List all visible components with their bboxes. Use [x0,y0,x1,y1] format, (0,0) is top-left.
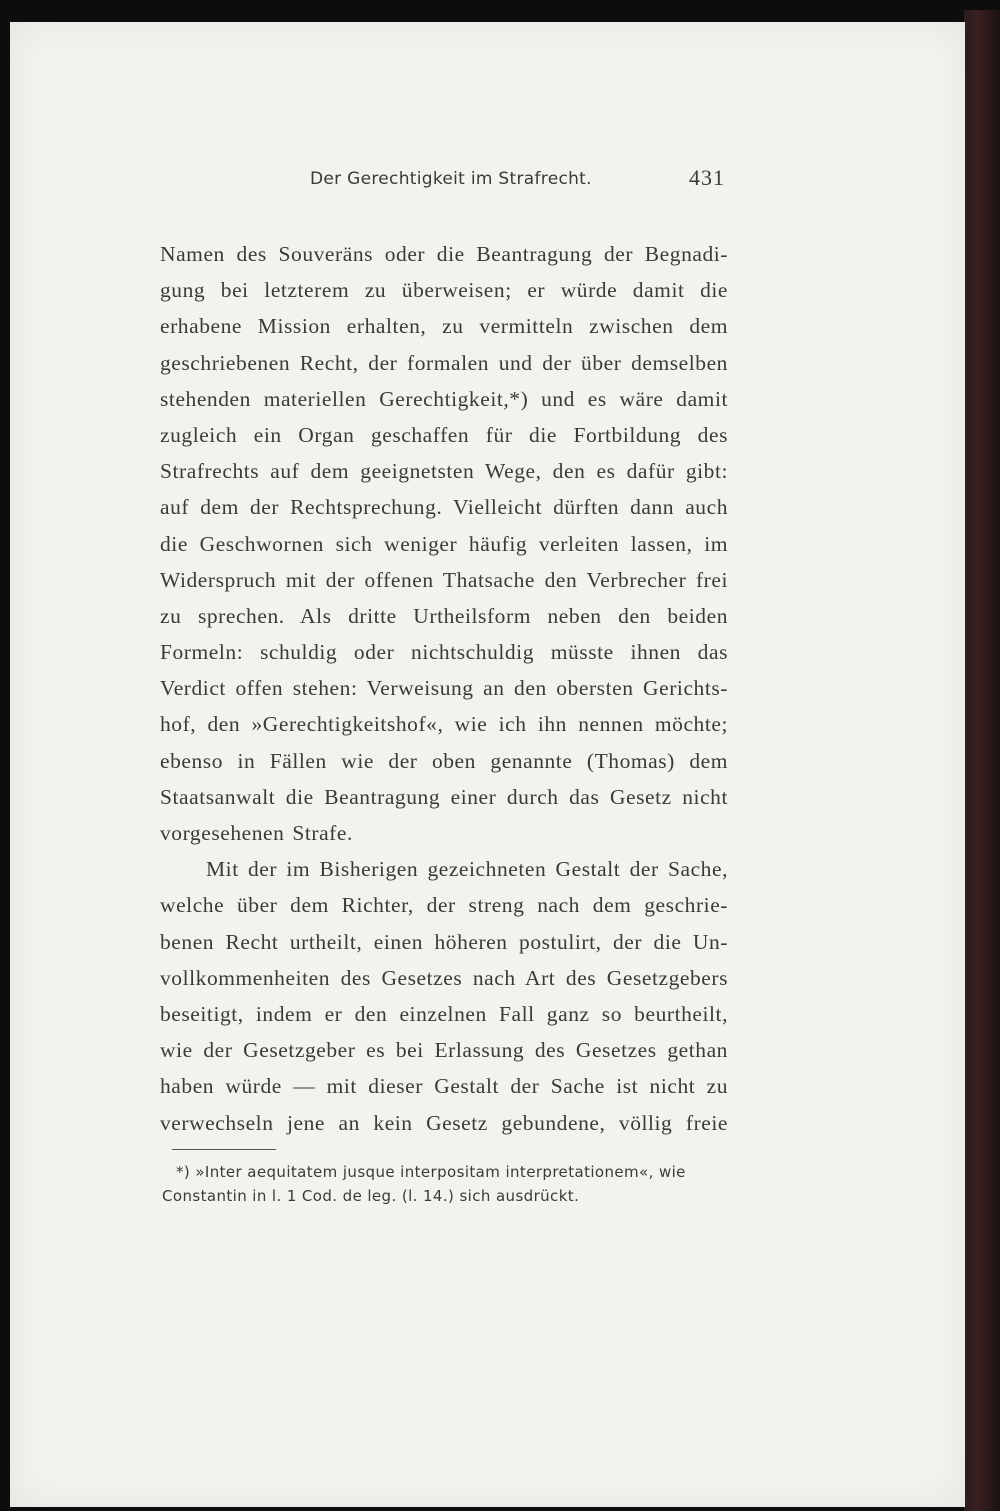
body-text [160,236,728,1141]
footnote-divider [172,1149,276,1150]
text-line: haben würde — mit dieser Gestalt der Sache ist nicht zu [160,1074,728,1099]
text-line: zu sprechen. Als dritte Urtheilsform neben den beiden [160,603,728,628]
text-line: geschriebenen Recht, der formalen und der über demselben [160,350,728,375]
text-line: Strafrechts auf dem geeignetsten Wege, den es dafür gibt: [160,459,728,484]
text-line: Widerspruch mit der offenen Thatsache den Verbrecher frei [160,567,728,592]
text-line: welche über dem Richter, der streng nach dem geschrie- [160,893,728,918]
book-spine-edge [964,10,1000,1511]
running-title: Der Gerechtigkeit im Strafrecht. [310,169,592,189]
text-line: hof, den »Gerechtigkeitshof«, wie ich ihn nennen möchte; [160,712,728,737]
text-line: Formeln: schuldig oder nichtschuldig müsste ihnen das [160,640,728,665]
page-number: 431 [689,165,725,190]
paragraph-first-line: Mit der im Bisherigen gezeichneten Gestalt der Sache, [206,857,728,882]
text-line: zugleich ein Organ geschaffen für die Fortbildung des [160,422,728,447]
footnote-line: *) »Inter aequitatem jusque interpositam interpretationem«, wie [176,1163,686,1181]
text-line: wie der Gesetzgeber es bei Erlassung des Gesetzes gethan [160,1038,728,1063]
text-line: Namen des Souveräns oder die Beantragung der Begnadi- [160,242,728,266]
footnote-line: Constantin in l. 1 Cod. de leg. (l. 14.) sich ausdrückt. [162,1187,580,1205]
running-head [150,165,725,195]
text-line: vorgesehenen Strafe. [160,821,353,845]
footnote [162,1160,728,1208]
text-line: erhabene Mission erhalten, zu vermitteln zwischen dem [160,314,728,339]
text-line: Staatsanwalt die Beantragung einer durch das Gesetz nicht [160,784,728,809]
text-line: stehenden materiellen Gerechtigkeit,*) und es wäre damit [160,386,728,411]
text-line: auf dem der Rechtsprechung. Vielleicht dürften dann auch [160,495,728,520]
text-line: vollkommenheiten des Gesetzes nach Art des Gesetzgebers [160,965,728,990]
text-line: verwechseln jene an kein Gesetz gebundene, völlig freie [160,1110,728,1135]
text-line: beseitigt, indem er den einzelnen Fall ganz so beurtheilt, [160,1001,728,1026]
text-line: gung bei letzterem zu überweisen; er würde damit die [160,278,728,303]
text-line: die Geschwornen sich weniger häufig verleiten lassen, im [160,531,728,556]
text-line: Verdict offen stehen: Verweisung an den obersten Gerichts- [160,676,728,701]
text-line: benen Recht urtheilt, einen höheren postulirt, der die Un- [160,929,728,954]
text-line: ebenso in Fällen wie der oben genannte (Thomas) dem [160,748,728,773]
